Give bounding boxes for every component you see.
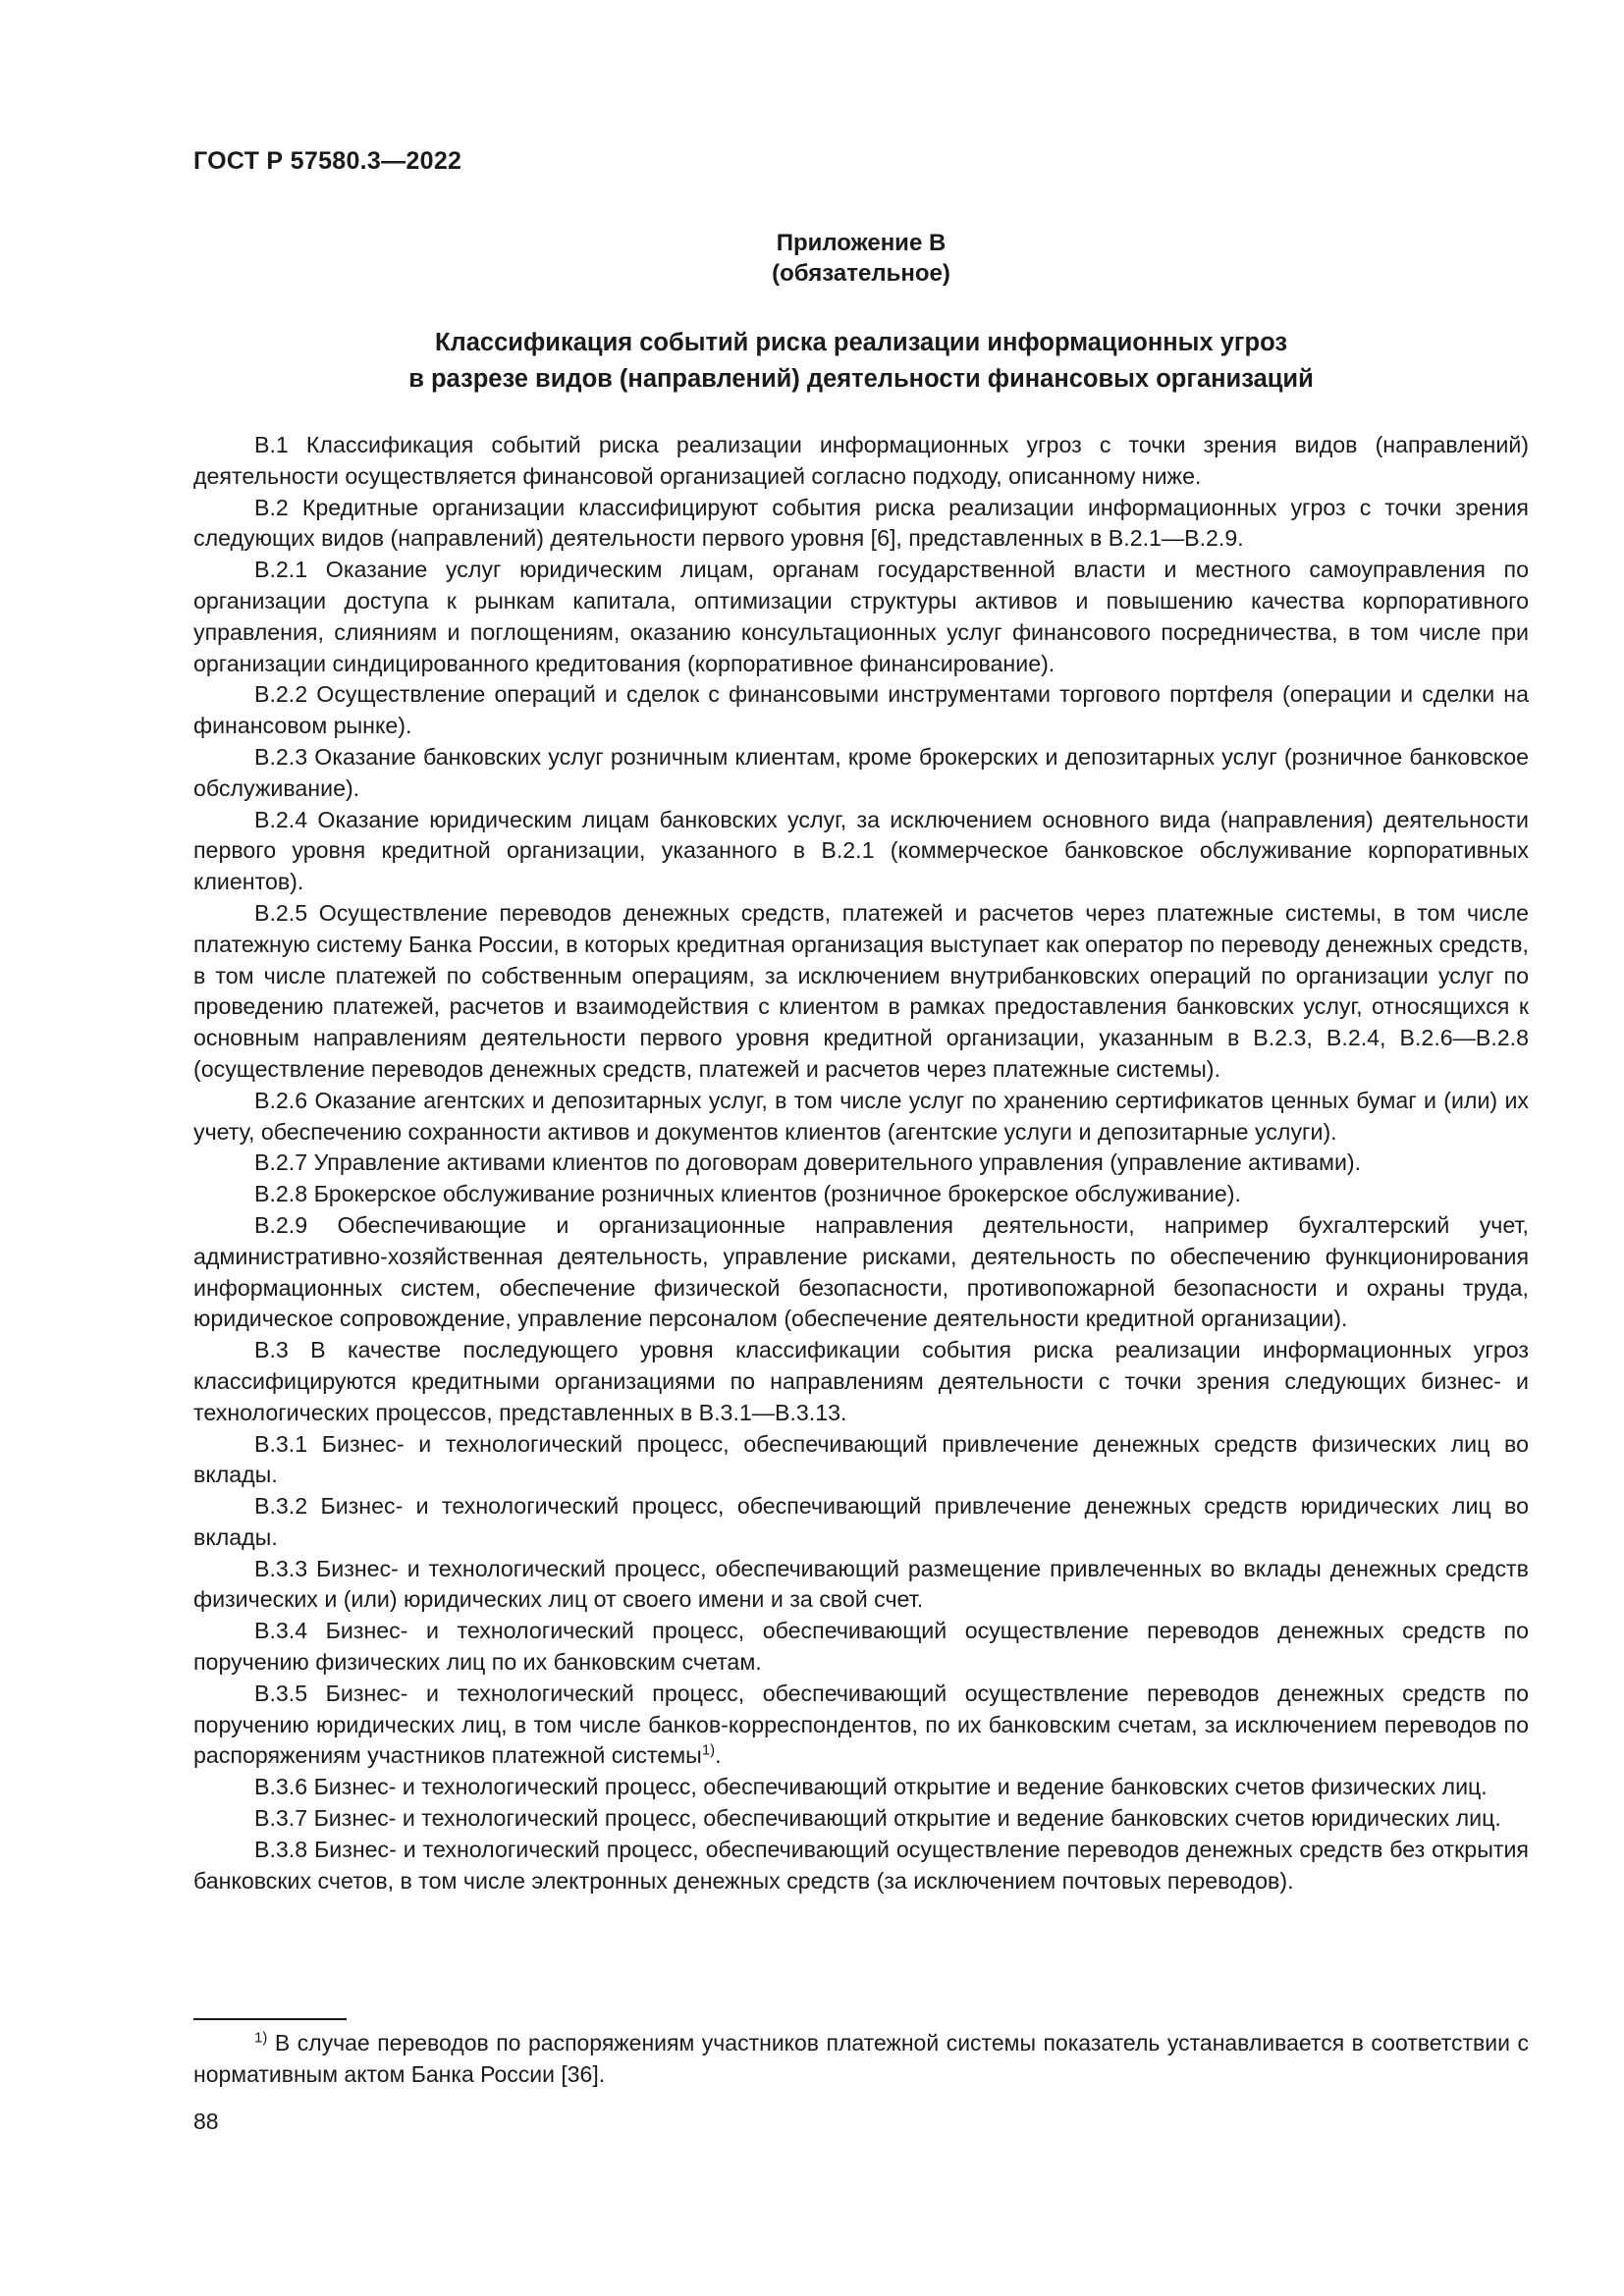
footnote-divider	[193, 2018, 347, 2020]
paragraph-b3-7: В.3.7 Бизнес- и технологический процесс, обеспечивающий открытие и ведение банковских счетов юридических лиц.	[254, 1805, 1501, 1832]
annex-label: Приложение В	[776, 230, 947, 256]
footnote-reference: 1)	[701, 1741, 716, 1759]
paragraph-b2-8: В.2.8 Брокерское обслуживание розничных клиентов (розничное брокерское обслуживание).	[254, 1181, 1241, 1207]
paragraph-b3-5-text: В.3.5 Бизнес- и технологический процесс, обеспечивающий осуществление переводов денежных средств по поручению юридических лиц, в том числе банков-корреспондентов, по их банковским счетам, за исключением переводов по распоряжениям участников платежной системы	[193, 1680, 1529, 1769]
paragraph-b3-4: В.3.4 Бизнес- и технологический процесс, обеспечивающий осуществление переводов денежных средств по поручению физических лиц по их банковским счетам.	[193, 1618, 1529, 1676]
annex-status: (обязательное)	[772, 260, 950, 287]
paragraph-b3: В.3 В качестве последующего уровня классификации события риска реализации информационных угроз классифицируются кредитными организациями по направлениям деятельности с точки зрения следующих бизнес- и технологических процессов, представленных в В.3.1—В.3.13.	[193, 1337, 1529, 1425]
paragraph-b2-6: В.2.6 Оказание агентских и депозитарных услуг, в том числе услуг по хранению сертификатов ценных бумаг и (или) их учету, обеспечению сохранности активов и документов клиентов (агентские услуги и депозитарные услуги).	[193, 1087, 1529, 1145]
paragraph-b3-8: В.3.8 Бизнес- и технологический процесс, обеспечивающий осуществление переводов денежных средств без открытия банковских счетов, в том числе электронных денежных средств (за исключением почтовых переводов).	[193, 1836, 1529, 1894]
annex-title-line-2: в разрезе видов (направлений) деятельности финансовых организаций	[408, 365, 1314, 393]
page-number: 88	[193, 2109, 219, 2134]
footnote	[193, 2028, 1529, 2090]
document-code-header: ГОСТ Р 57580.3—2022	[193, 147, 462, 175]
paragraph-b2-9: В.2.9 Обеспечивающие и организационные направления деятельности, например бухгалтерский учет, административно-хозяйственная деятельность, управление рисками, деятельность по обеспечению функционирования информационных систем, обеспечение физической безопасности, противопожарной безопасности и охраны труда, юридическое сопровождение, управление персоналом (обеспечение деятельности кредитной организации).	[193, 1211, 1529, 1332]
paragraph-b3-2: В.3.2 Бизнес- и технологический процесс, обеспечивающий привлечение денежных средств юридических лиц во вклады.	[193, 1493, 1529, 1550]
paragraph-b2: В.2 Кредитные организации классифицируют события риска реализации информационных угроз с точки зрения следующих видов (направлений) деятельности первого уровня [6], представленных в В.2.1—В.2.9.	[193, 494, 1529, 552]
paragraph-b1: В.1 Классификация событий риска реализации информационных угроз с точки зрения видов (направлений) деятельности осуществляется финансовой организацией согласно подходу, описанному ниже.	[193, 432, 1529, 489]
paragraph-b3-5	[193, 1679, 1529, 1772]
paragraph-b2-2: В.2.2 Осуществление операций и сделок с финансовыми инструментами торгового портфеля (операции и сделки на финансовом рынке).	[193, 681, 1529, 739]
annex-heading	[193, 228, 1529, 289]
paragraph-b2-4: В.2.4 Оказание юридическим лицам банковских услуг, за исключением основного вида (направления) деятельности первого уровня кредитной организации, указанного в В.2.1 (коммерческое банковское обслуживание корпоративных клиентов).	[193, 806, 1529, 895]
paragraph-b3-5-tail: .	[715, 1742, 722, 1769]
paragraph-b3-3: В.3.3 Бизнес- и технологический процесс, обеспечивающий размещение привлеченных во вклады денежных средств физических и (или) юридических лиц от своего имени и за свой счет.	[193, 1555, 1529, 1613]
footnote-marker: 1)	[254, 2029, 268, 2047]
paragraph-b2-1: В.2.1 Оказание услуг юридическим лицам, органам государственной власти и местного самоуправления по организации доступа к рынкам капитала, оптимизации структуры активов и повышению качества корпоративного управления, слияниям и поглощениям, оказанию консультационных услуг финансового посредничества, в том числе при организации синдицированного кредитования (корпоративное финансирование).	[193, 557, 1529, 676]
paragraph-b2-7: В.2.7 Управление активами клиентов по договорам доверительного управления (управление активами).	[254, 1149, 1362, 1176]
paragraph-b2-5: В.2.5 Осуществление переводов денежных средств, платежей и расчетов через платежные системы, в том числе платежную систему Банка России, в которых кредитная организация выступает как оператор по переводу денежных средств, в том числе платежей по собственным операциям, за исключением внутрибанковских операций по организации услуг по проведению платежей, расчетов и взаимодействия с клиентом в рамках предоставления банковских услуг, относящихся к основным направлениям деятельности первого уровня кредитной организации, указанным в В.2.3, В.2.4, В.2.6—В.2.8 (осуществление переводов денежных средств, платежей и расчетов через платежные системы).	[193, 899, 1529, 1082]
paragraph-b3-1: В.3.1 Бизнес- и технологический процесс, обеспечивающий привлечение денежных средств физических лиц во вклады.	[193, 1430, 1529, 1488]
paragraph-b2-3: В.2.3 Оказание банковских услуг розничным клиентам, кроме брокерских и депозитарных услуг (розничное банковское обслуживание).	[193, 743, 1529, 801]
paragraph-b3-6: В.3.6 Бизнес- и технологический процесс, обеспечивающий открытие и ведение банковских счетов физических лиц.	[254, 1774, 1488, 1800]
body-text	[193, 430, 1529, 1896]
annex-title-line-1: Классификация событий риска реализации информационных угроз	[434, 329, 1287, 356]
annex-title	[193, 325, 1529, 398]
footnote-text: В случае переводов по распоряжениям участников платежной системы показатель устанавливается в соответствии с нормативным актом Банка России [36].	[193, 2030, 1529, 2087]
